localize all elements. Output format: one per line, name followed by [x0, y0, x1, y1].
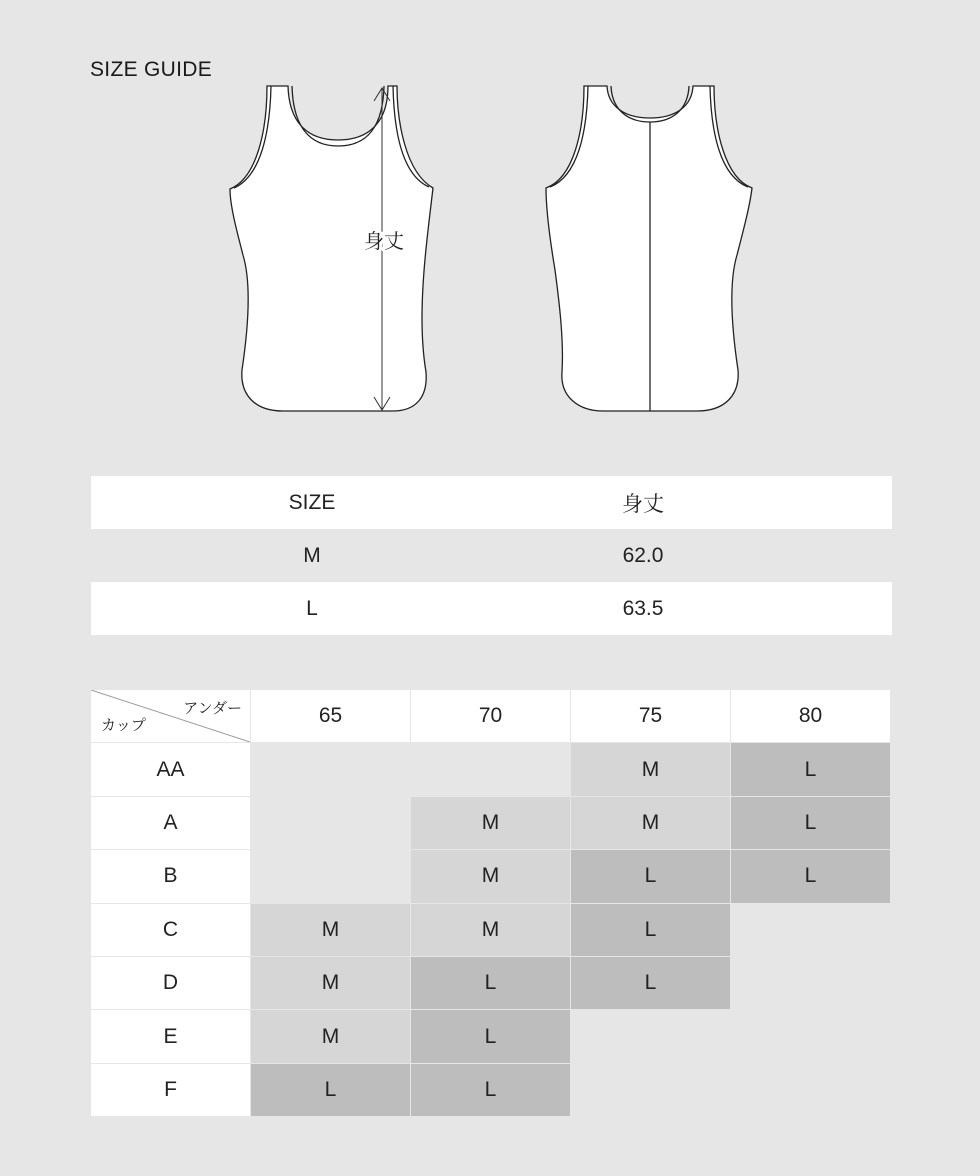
size-cell	[571, 1064, 730, 1116]
size-cell: L	[411, 957, 570, 1009]
size-cell: M	[411, 797, 570, 849]
size-cell	[251, 743, 410, 795]
garment-illustration	[0, 0, 980, 440]
cup-cell: A	[91, 797, 250, 849]
cup-cell: C	[91, 904, 250, 956]
size-cell: M	[571, 797, 730, 849]
length-cell: 62.0	[622, 543, 664, 567]
size-cell	[411, 743, 570, 795]
cup-cell: AA	[91, 743, 250, 795]
cup-table-header	[91, 690, 891, 743]
size-cell	[251, 850, 410, 902]
size-header: SIZE	[288, 490, 336, 514]
size-cell: L	[251, 1064, 410, 1116]
size-cell	[571, 1010, 730, 1062]
size-cell: M	[303, 543, 321, 567]
under-size-header: 80	[731, 690, 890, 742]
table-row	[91, 904, 891, 957]
under-size-header: 70	[411, 690, 570, 742]
length-cell: 63.5	[622, 596, 664, 620]
size-cell: M	[571, 743, 730, 795]
size-cell	[731, 957, 890, 1009]
cup-label: カップ	[101, 716, 146, 735]
tank-back	[546, 86, 752, 411]
table-row	[91, 1010, 891, 1063]
page-title: SIZE GUIDE	[90, 58, 213, 81]
table-row	[91, 582, 892, 635]
cup-cell: E	[91, 1010, 250, 1062]
under-label: アンダー	[183, 699, 242, 717]
size-cell: L	[571, 904, 730, 956]
tank-top-diagram	[0, 0, 980, 440]
table-row	[91, 1064, 891, 1117]
table-row	[91, 957, 891, 1010]
size-cell: M	[251, 957, 410, 1009]
corner-cell	[91, 690, 250, 742]
size-cell: M	[411, 850, 570, 902]
length-header: 身丈	[622, 492, 664, 516]
size-cell: L	[731, 797, 890, 849]
size-cell: L	[411, 1010, 570, 1062]
cup-cell: B	[91, 850, 250, 902]
table-row	[91, 850, 891, 903]
under-size-header: 65	[251, 690, 410, 742]
size-cell: L	[571, 957, 730, 1009]
cup-cell: F	[91, 1064, 250, 1116]
size-cell: L	[731, 743, 890, 795]
size-cell: L	[731, 850, 890, 902]
size-table-header	[91, 476, 892, 529]
size-cell	[731, 1010, 890, 1062]
cup-size-table	[91, 690, 891, 1117]
size-cell: M	[411, 904, 570, 956]
size-cell: L	[571, 850, 730, 902]
cup-cell: D	[91, 957, 250, 1009]
measure-label: 身丈	[364, 229, 404, 253]
size-cell: M	[251, 1010, 410, 1062]
table-row	[91, 797, 891, 850]
size-cell	[731, 904, 890, 956]
size-cell: L	[411, 1064, 570, 1116]
size-cell	[251, 797, 410, 849]
table-row	[91, 743, 891, 796]
under-size-header: 75	[571, 690, 730, 742]
size-cell: M	[251, 904, 410, 956]
size-cell: L	[306, 596, 318, 620]
size-table	[91, 476, 892, 635]
size-cell	[731, 1064, 890, 1116]
table-row	[91, 529, 892, 582]
